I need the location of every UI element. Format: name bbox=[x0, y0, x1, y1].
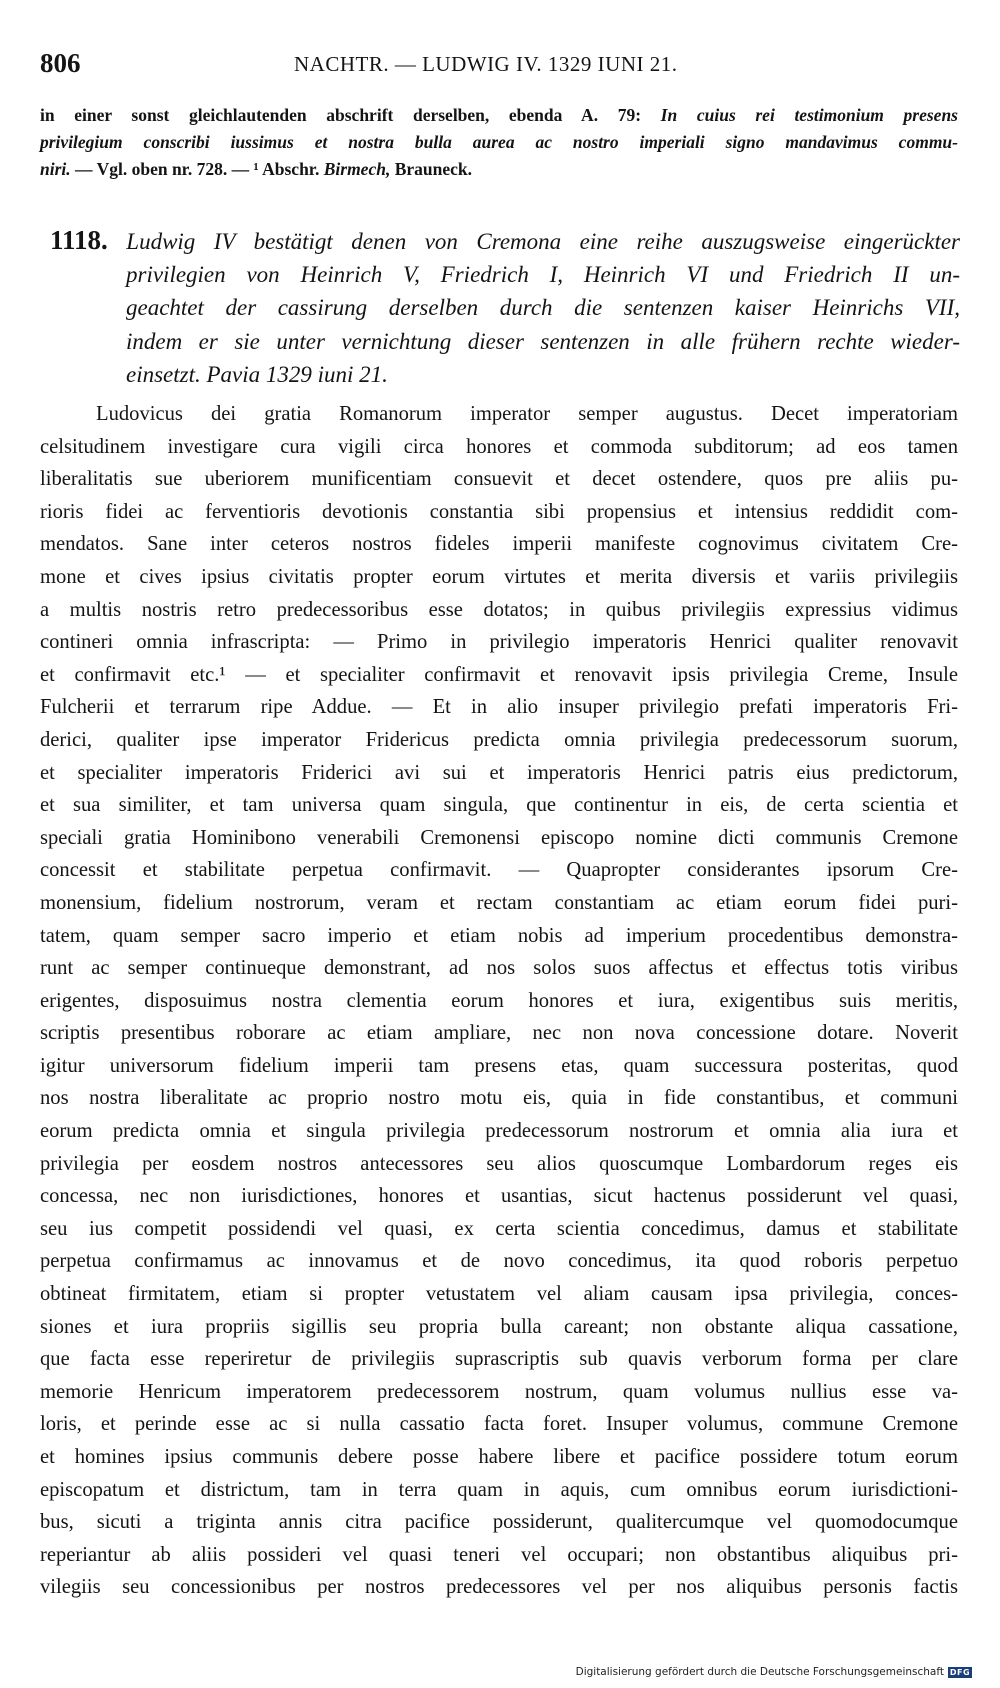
text-line: celsitudinem investigare cura vigili circa honores et commoda subditorum; ad eos tamen bbox=[40, 435, 958, 458]
text-line: eorum predicta omnia et singula privilegia predecessorum nostrorum et omnia alia iura et bbox=[40, 1120, 958, 1143]
regest-line: geachtet der cassirung derselben durch die sentenzen kaiser Heinrichs VII, bbox=[126, 295, 960, 321]
regest-line: indem er sie unter vernichtung dieser sentenzen in alle frühern rechte wieder- bbox=[126, 328, 960, 354]
text-line: privilegia per eosdem nostros antecessores seu alios quoscumque Lombardorum reges eis bbox=[40, 1152, 958, 1175]
footnote-block bbox=[40, 102, 958, 183]
text-line: contineri omnia infrascripta: — Primo in privilegio imperatoris Henrici qualiter renovavit bbox=[40, 631, 958, 654]
text-line: concessa, nec non iurisdictiones, honores et usantias, sicut hactenus possiderunt vel quasi, bbox=[40, 1185, 958, 1208]
text-line: concessit et stabilitate perpetua confirmavit. — Quapropter considerantes ipsorum Cre- bbox=[40, 859, 958, 882]
main-text bbox=[40, 398, 958, 1604]
text-line: et sua similiter, et tam universa quam singula, que continentur in eis, de certa scientia et bbox=[40, 794, 958, 817]
text-line: Ludovicus dei gratia Romanorum imperator semper augustus. Decet imperatoriam bbox=[96, 403, 958, 425]
regest-summary bbox=[50, 224, 960, 392]
text-line: memorie Henricum imperatorem predecessorem nostrum, quam volumus nullius esse va- bbox=[40, 1380, 958, 1403]
text-line: erigentes, disposuimus nostra clementia eorum honores et iura, exigentibus suis meritis, bbox=[40, 989, 958, 1012]
footnote-line: niri. — Vgl. oben nr. 728. — ¹ Abschr. Birmech, Brauneck. bbox=[40, 159, 473, 179]
text-line: Fulcherii et terrarum ripe Addue. — Et in alio insuper privilegio prefati imperatoris Fri- bbox=[40, 696, 958, 719]
footnote-line: privilegium conscribi iussimus et nostra bulla aurea ac nostro imperiali signo mandavimus commu- bbox=[40, 132, 958, 152]
text-line: liberalitatis sue uberiorem munificentiam consuevit et decet ostendere, quos pre aliis pu- bbox=[40, 468, 958, 491]
page-number: 806 bbox=[40, 48, 81, 78]
text-line: derici, qualiter ipse imperator Fridericus predicta omnia privilegia predecessorum suorum, bbox=[40, 728, 958, 751]
footnote-line: in einer sonst gleichlautenden abschrift derselben, ebenda A. 79: In cuius rei testimonium presens bbox=[40, 105, 958, 125]
text-line: et confirmavit etc.¹ — et specialiter confirmavit et renovavit ipsis privilegia Creme, Insule bbox=[40, 663, 958, 686]
regest-line: 1118. Ludwig IV bestätigt denen von Cremona eine reihe auszugsweise eingerückter bbox=[50, 225, 961, 255]
running-title: NACHTR. — LUDWIG IV. 1329 IUNI 21. bbox=[294, 52, 678, 76]
text-line: scriptis presentibus roborare ac etiam ampliare, nec non nova concessione dotare. Noverit bbox=[40, 1022, 958, 1045]
text-line: tatem, quam semper sacro imperio et etiam nobis ad imperium procedentibus demonstra- bbox=[40, 924, 958, 947]
text-line: rioris fidei ac ferventioris devotionis constantia sibi propensius et intensius reddidit com- bbox=[40, 500, 958, 523]
regest-line: einsetzt. Pavia 1329 iuni 21. bbox=[126, 362, 388, 388]
text-line: loris, et perinde esse ac si nulla cassatio facta foret. Insuper volumus, commune Cremone bbox=[40, 1413, 958, 1436]
text-line: a multis nostris retro predecessoribus esse dotatos; in quibus privilegiis expressius vidimus bbox=[40, 598, 958, 621]
text-line: nos nostra liberalitate ac proprio nostro motu eis, quia in fide constantibus, et communi bbox=[40, 1087, 958, 1110]
text-line: seu ius competit possidendi vel quasi, ex certa scientia concedimus, damus et stabilitate bbox=[40, 1217, 958, 1240]
document-number: 1118. bbox=[50, 225, 108, 255]
text-line: perpetua confirmamus ac innovamus et de novo concedimus, ita quod roboris perpetuo bbox=[40, 1250, 958, 1273]
digitization-note: Digitalisierung gefördert durch die Deutsche Forschungsgemeinschaft DFG bbox=[575, 1666, 971, 1678]
text-line: et homines ipsius communis debere posse habere libere et pacifice possidere totum eorum bbox=[40, 1446, 958, 1468]
text-line: episcopatum et districtum, tam in terra quam in aquis, cum omnibus eorum iurisdictioni- bbox=[40, 1478, 958, 1501]
text-line: mone et cives ipsius civitatis propter eorum virtutes et merita diversis et variis privilegiis bbox=[40, 565, 958, 588]
text-line: vilegiis seu concessionibus per nostros predecessores vel per nos aliquibus personis factis bbox=[40, 1576, 958, 1599]
text-line: bus, sicuti a triginta annis citra pacifice possiderunt, qualitercumque vel quomodocumque bbox=[40, 1511, 958, 1534]
text-line: siones et iura propriis sigillis seu propria bulla careant; non obstante aliqua cassatione, bbox=[40, 1315, 958, 1338]
text-line: et specialiter imperatoris Friderici avi sui et imperatoris Henrici patris eius predictorum, bbox=[40, 761, 958, 784]
text-line: runt ac semper continueque demonstrant, ad nos solos suos affectus et effectus totis viribus bbox=[40, 957, 958, 980]
text-line: que facta esse reperiretur de privilegiis suprascriptis sub quavis verborum forma per clare bbox=[40, 1348, 958, 1371]
dfg-logo-icon: DFG bbox=[949, 1667, 971, 1677]
regest-line: privilegien von Heinrich V, Friedrich I, Heinrich VI und Friedrich II un- bbox=[126, 261, 960, 287]
text-line: reperiantur ab aliis possideri vel quasi teneri vel occupari; non obstantibus aliquibus pri- bbox=[40, 1543, 958, 1566]
running-header bbox=[40, 44, 960, 84]
text-line: monensium, fidelium nostrorum, veram et rectam constantiam ac etiam eorum fidei puri- bbox=[40, 891, 958, 914]
text-line: obtineat firmitatem, etiam si propter vetustatem vel aliam causam ipsa privilegia, conces- bbox=[40, 1283, 958, 1306]
text-line: igitur universorum fidelium imperii tam presens etas, quam successura posteritas, quod bbox=[40, 1054, 958, 1077]
text-line: mendatos. Sane inter ceteros nostros fideles imperii manifeste cognovimus civitatem Cre- bbox=[40, 533, 958, 556]
text-line: speciali gratia Hominibono venerabili Cremonensi episcopo nomine dicti communis Cremone bbox=[40, 826, 958, 849]
